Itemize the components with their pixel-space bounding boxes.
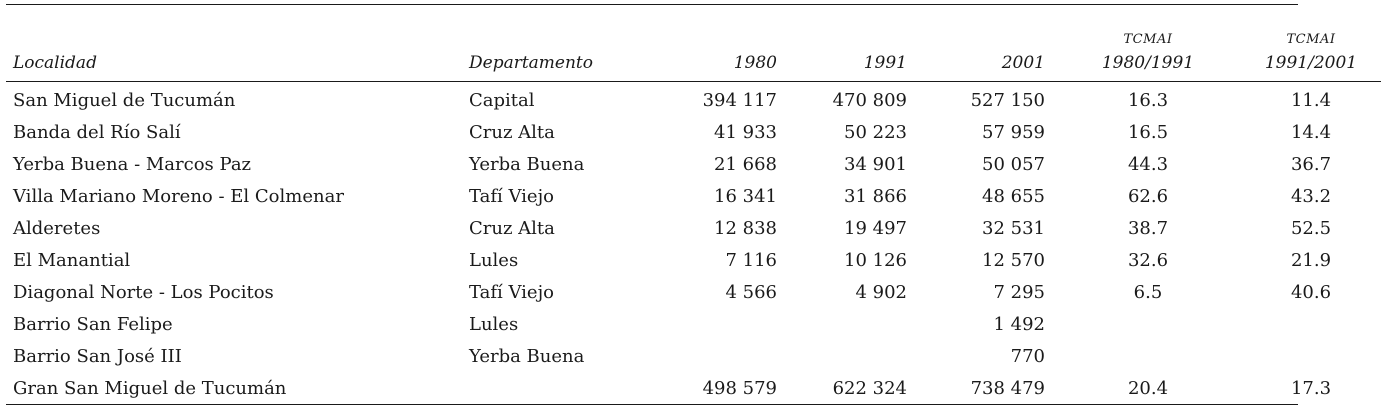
cell-tcmai-1991-2001: 52.5 — [1290, 217, 1332, 239]
header-tcmai-1980-1991-top: TCMAI — [1123, 32, 1173, 47]
cell-localidad: Alderetes — [13, 217, 101, 239]
cell-1991: 31 866 — [844, 185, 907, 207]
cell-2001: 12 570 — [982, 249, 1045, 271]
table-row — [6, 340, 1381, 372]
cell-tcmai-1980-1991 — [1045, 308, 1221, 340]
cell-localidad: Villa Mariano Moreno - El Colmenar — [13, 185, 344, 207]
cell-tcmai-1980-1991: 16.3 — [1127, 89, 1169, 111]
cell-localidad: Yerba Buena - Marcos Paz — [13, 153, 252, 175]
cell-localidad: El Manantial — [13, 249, 131, 271]
cell-localidad: Gran San Miguel de Tucumán — [13, 377, 287, 399]
cell-tcmai-1980-1991: 38.7 — [1127, 217, 1169, 239]
population-table-container — [6, 4, 1358, 405]
cell-2001: 57 959 — [982, 121, 1045, 143]
cell-tcmai-1991-2001: 17.3 — [1290, 377, 1332, 399]
cell-2001: 50 057 — [982, 153, 1045, 175]
table-row — [6, 244, 1381, 276]
cell-2001: 770 — [1010, 345, 1045, 367]
cell-tcmai-1980-1991: 32.6 — [1127, 249, 1169, 271]
table-row — [6, 116, 1381, 148]
cell-2001: 738 479 — [970, 377, 1045, 399]
cell-localidad: Barrio San Felipe — [13, 313, 173, 335]
cell-tcmai-1980-1991: 44.3 — [1127, 153, 1169, 175]
table-header-row — [6, 5, 1381, 82]
cell-1991: 19 497 — [844, 217, 907, 239]
cell-1980: 7 116 — [725, 249, 777, 271]
cell-1980: 394 117 — [702, 89, 777, 111]
header-departamento: Departamento — [461, 5, 635, 82]
cell-tcmai-1991-2001: 21.9 — [1290, 249, 1332, 271]
cell-2001: 527 150 — [970, 89, 1045, 111]
header-2001: 2001 — [917, 5, 1045, 82]
cell-1991: 622 324 — [832, 377, 907, 399]
header-1980: 1980 — [635, 5, 785, 82]
cell-1980: 4 566 — [725, 281, 777, 303]
cell-2001: 7 295 — [993, 281, 1045, 303]
header-tcmai-1980-1991-bottom: 1980/1991 — [1101, 53, 1195, 73]
cell-1991 — [785, 340, 917, 372]
cell-departamento: Lules — [469, 249, 519, 271]
cell-1991: 34 901 — [844, 153, 907, 175]
cell-1980: 41 933 — [714, 121, 777, 143]
cell-tcmai-1980-1991: 62.6 — [1127, 185, 1169, 207]
cell-1991: 470 809 — [832, 89, 907, 111]
cell-tcmai-1991-2001: 36.7 — [1290, 153, 1332, 175]
cell-1980: 16 341 — [714, 185, 777, 207]
cell-departamento: Yerba Buena — [469, 153, 585, 175]
cell-departamento — [461, 372, 635, 404]
cell-tcmai-1980-1991: 20.4 — [1127, 377, 1169, 399]
cell-2001: 32 531 — [982, 217, 1045, 239]
cell-1980: 12 838 — [714, 217, 777, 239]
cell-1980: 498 579 — [702, 377, 777, 399]
table-row — [6, 372, 1381, 404]
header-tcmai-1991-2001-bottom: 1991/2001 — [1264, 53, 1358, 73]
cell-departamento: Tafí Viejo — [469, 281, 554, 303]
table-row — [6, 82, 1381, 117]
cell-1980 — [635, 340, 785, 372]
cell-1980 — [635, 308, 785, 340]
cell-tcmai-1991-2001: 11.4 — [1290, 89, 1332, 111]
cell-localidad: Banda del Río Salí — [13, 121, 181, 143]
cell-2001: 48 655 — [982, 185, 1045, 207]
cell-1991: 50 223 — [844, 121, 907, 143]
cell-tcmai-1980-1991 — [1045, 340, 1221, 372]
table-row — [6, 308, 1381, 340]
table-row — [6, 148, 1381, 180]
cell-1991: 4 902 — [855, 281, 907, 303]
cell-tcmai-1991-2001: 43.2 — [1290, 185, 1332, 207]
header-1991: 1991 — [785, 5, 917, 82]
cell-1980: 21 668 — [714, 153, 777, 175]
cell-localidad: San Miguel de Tucumán — [13, 89, 236, 111]
cell-departamento: Lules — [469, 313, 519, 335]
header-tcmai-1980-1991 — [1045, 5, 1221, 82]
population-table — [6, 5, 1381, 404]
cell-tcmai-1980-1991: 6.5 — [1133, 281, 1163, 303]
cell-2001: 1 492 — [993, 313, 1045, 335]
cell-1991 — [785, 308, 917, 340]
table-body — [6, 82, 1381, 405]
header-localidad: Localidad — [6, 5, 461, 82]
cell-departamento: Tafí Viejo — [469, 185, 554, 207]
cell-tcmai-1991-2001: 40.6 — [1290, 281, 1332, 303]
table-row — [6, 212, 1381, 244]
cell-tcmai-1991-2001: 14.4 — [1290, 121, 1332, 143]
header-tcmai-1991-2001 — [1221, 5, 1381, 82]
cell-tcmai-1991-2001 — [1221, 340, 1381, 372]
cell-departamento: Cruz Alta — [469, 121, 555, 143]
cell-localidad: Barrio San José III — [13, 345, 182, 367]
cell-1991: 10 126 — [844, 249, 907, 271]
cell-departamento: Cruz Alta — [469, 217, 555, 239]
header-tcmai-1991-2001-top: TCMAI — [1286, 32, 1336, 47]
cell-localidad: Diagonal Norte - Los Pocitos — [13, 281, 274, 303]
cell-departamento: Capital — [469, 89, 535, 111]
cell-departamento: Yerba Buena — [469, 345, 585, 367]
table-row — [6, 180, 1381, 212]
cell-tcmai-1991-2001 — [1221, 308, 1381, 340]
cell-tcmai-1980-1991: 16.5 — [1127, 121, 1169, 143]
table-row — [6, 276, 1381, 308]
